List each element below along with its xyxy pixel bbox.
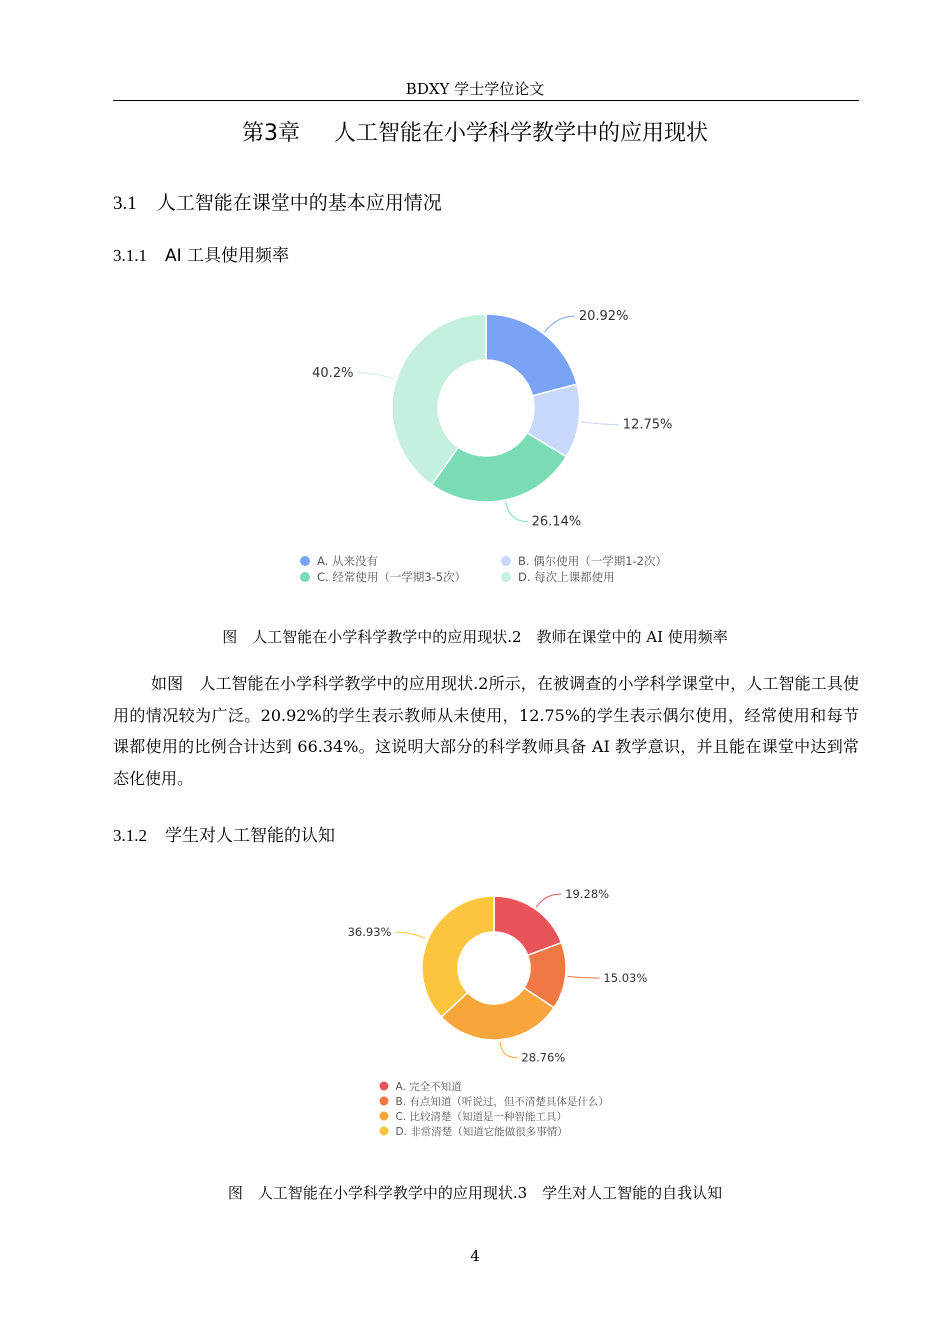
header-rule — [113, 100, 859, 101]
subsection-number-1: 3.1.1 — [113, 246, 147, 265]
leader-line-4 — [357, 373, 394, 379]
legend-marker-2 — [380, 1097, 389, 1106]
legend-marker-2 — [501, 556, 511, 566]
data-label-4: 36.93% — [347, 925, 392, 940]
body-paragraph: 如图 人工智能在小学科学教学中的应用现状.2所示，在被调查的小学科学课堂中，人工智能工具使用的情况较为广泛。20.92%的学生表示教师从未使用，12.75%的学生表示偶尔使用，经常使用和每节课都使用的比例合计达到 66.34%。这说明大部分的科学教师具备 AI 教学意识，并且能在课堂中达到常态化使用。 — [113, 674, 859, 788]
data-label-4: 40.2% — [312, 365, 354, 381]
data-label-1: 19.28% — [565, 887, 610, 902]
data-label-3: 26.14% — [531, 514, 582, 530]
legend-marker-3 — [300, 572, 310, 582]
leader-line-3 — [500, 1042, 517, 1058]
legend-marker-1 — [380, 1082, 389, 1091]
chapter-number: 第3章 — [241, 121, 300, 146]
chart-student-ai-awareness — [330, 870, 650, 1145]
data-label-2: 15.03% — [603, 971, 648, 986]
subsection-title-2: 学生对人工智能的认知 — [165, 826, 335, 846]
legend-marker-4 — [501, 572, 511, 582]
pie-slice-4 — [422, 896, 494, 1017]
legend-entry-4: D. 每次上课都使用 — [518, 570, 615, 584]
leader-line-1 — [536, 894, 561, 907]
running-header: BDXY 学士学位论文 — [405, 80, 545, 98]
page-number: 4 — [470, 1247, 480, 1265]
legend-entry-4: D. 非常清楚（知道它能做很多事情） — [395, 1126, 568, 1138]
chapter-heading — [0, 116, 950, 147]
subsection-heading-2 — [113, 821, 335, 846]
legend-marker-4 — [380, 1127, 389, 1136]
subsection-heading-1 — [113, 241, 289, 266]
legend-entry-1: A. 完全不知道 — [395, 1081, 462, 1093]
data-label-3: 28.76% — [521, 1050, 566, 1065]
subsection-title-1: AI 工具使用频率 — [165, 246, 290, 266]
section-number: 3.1 — [113, 193, 137, 214]
pie-slice-1 — [486, 314, 577, 396]
chart-ai-usage-frequency — [270, 290, 700, 600]
section-title: 人工智能在课堂中的基本应用情况 — [156, 192, 442, 214]
leader-line-1 — [545, 316, 575, 332]
chapter-title: 人工智能在小学科学教学中的应用现状 — [333, 121, 708, 146]
figure-caption-1: 图 人工智能在小学科学教学中的应用现状.2 教师在课堂中的 AI 使用频率 — [222, 628, 728, 646]
legend-entry-3: C. 比较清楚（知道是一种智能工具） — [395, 1111, 568, 1123]
figure-caption-2: 图 人工智能在小学科学教学中的应用现状.3 学生对人工智能的自我认知 — [227, 1184, 723, 1202]
data-label-1: 20.92% — [578, 309, 629, 325]
legend-entry-3: C. 经常使用（一学期3-5次） — [317, 570, 467, 584]
section-heading — [113, 188, 442, 215]
legend-marker-1 — [300, 556, 310, 566]
leader-line-2 — [568, 976, 600, 978]
legend-entry-1: A. 从来没有 — [317, 554, 378, 568]
legend-marker-3 — [380, 1112, 389, 1121]
data-label-2: 12.75% — [622, 417, 673, 433]
leader-line-4 — [395, 932, 426, 938]
legend-entry-2: B. 有点知道（听说过，但不清楚具体是什么） — [395, 1096, 609, 1108]
leader-line-2 — [581, 422, 619, 425]
subsection-number-2: 3.1.2 — [113, 826, 147, 845]
leader-line-3 — [506, 502, 528, 522]
legend-entry-2: B. 偶尔使用（一学期1-2次） — [518, 554, 667, 568]
